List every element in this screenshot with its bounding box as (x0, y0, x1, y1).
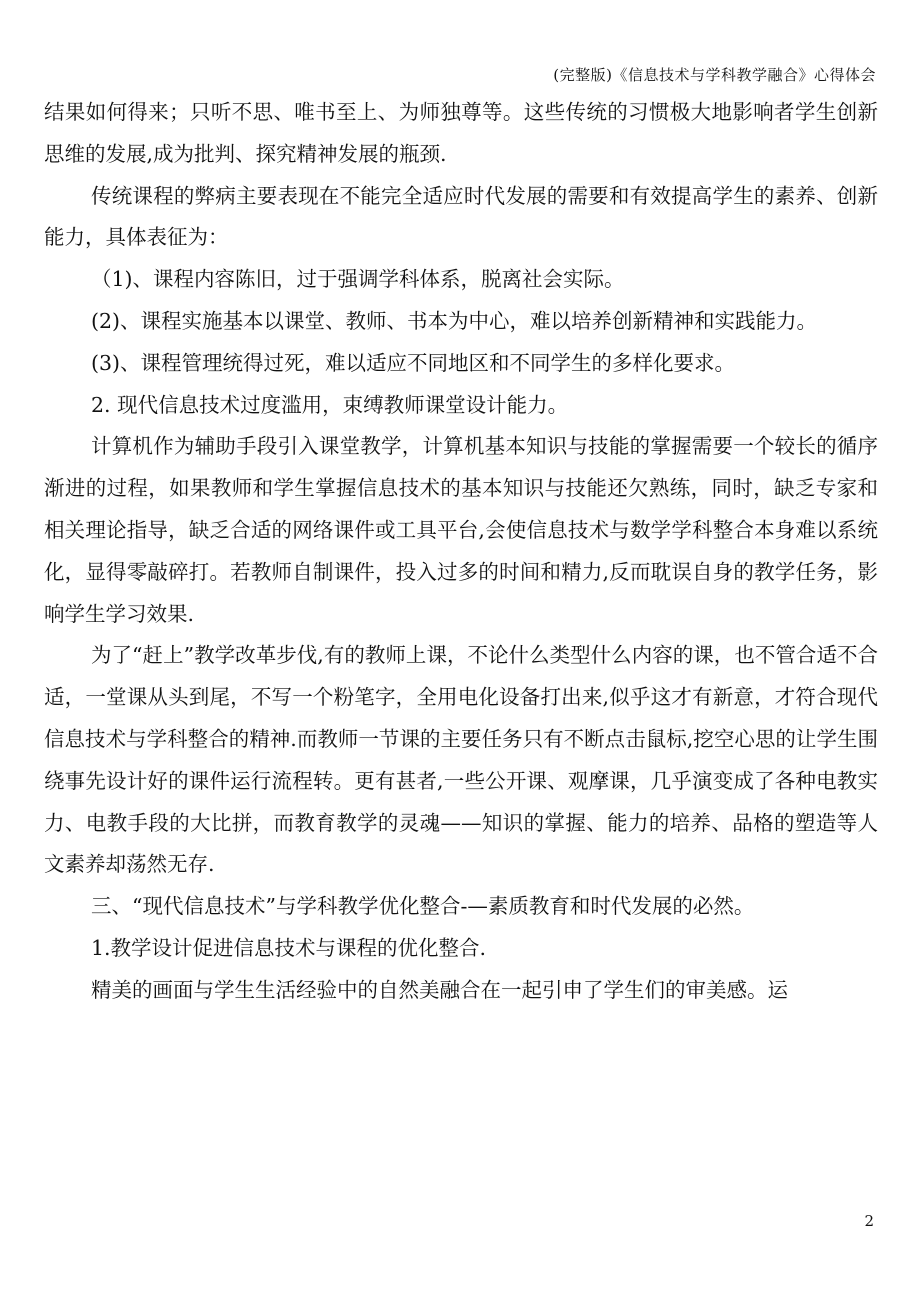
paragraph: 计算机作为辅助手段引入课堂教学，计算机基本知识与技能的掌握需要一个较长的循序渐进的过程，如果教师和学生掌握信息技术的基本知识与技能还欠熟练，同时，缺乏专家和相关理论指导，缺乏合适的网络课件或工具平台,会使信息技术与数学学科整合本身难以系统化，显得零敲碎打。若教师自制课件，投入过多的时间和精力,反而耽误自身的教学任务，影响学生学习效果. (44, 434, 878, 626)
section-heading: 2. 现代信息技术过度滥用，束缚教师课堂设计能力。 (91, 392, 569, 417)
paragraph: 为了“赶上”教学改革步伐,有的教师上课，不论什么类型什么内容的课，也不管合适不合适，一堂课从头到尾，不写一个粉笔字，全用电化设备打出来,似乎这才有新意，才符合现代信息技术与学科整合的精神.而教师一节课的主要任务只有不断点击鼠标,挖空心思的让学生围绕事先设计好的课件运行流程转。更有甚者,一些公开课、观摩课，几乎演变成了各种电教实力、电教手段的大比拼，而教育教学的灵魂——知识的掌握、能力的培养、品格的塑造等人文素养却荡然无存. (44, 643, 878, 877)
list-item: (3)、课程管理统得过死，难以适应不同地区和不同学生的多样化要求。 (91, 350, 736, 375)
paragraph: 传统课程的弊病主要表现在不能完全适应时代发展的需要和有效提高学生的素养、创新能力，具体表征为： (44, 183, 878, 250)
page-number: 2 (864, 1212, 874, 1230)
document-body (44, 92, 878, 1012)
running-header: (完整版)《信息技术与学科教学融合》心得体会 (553, 66, 876, 84)
paragraph: 结果如何得来；只听不思、唯书至上、为师独尊等。这些传统的习惯极大地影响者学生创新思维的发展,成为批判、探究精神发展的瓶颈. (44, 100, 878, 166)
paragraph: 精美的画面与学生生活经验中的自然美融合在一起引申了学生们的审美感。运 (91, 977, 788, 1002)
section-heading: 三、“现代信息技术”与学科教学优化整合-—素质教育和时代发展的必然。 (91, 894, 755, 919)
subsection-heading: 1.教学设计促进信息技术与课程的优化整合. (91, 935, 487, 960)
list-item: （1)、课程内容陈旧，过于强调学科体系，脱离社会实际。 (91, 267, 625, 292)
list-item: (2)、课程实施基本以课堂、教师、书本为中心，难以培养创新精神和实践能力。 (91, 308, 818, 333)
